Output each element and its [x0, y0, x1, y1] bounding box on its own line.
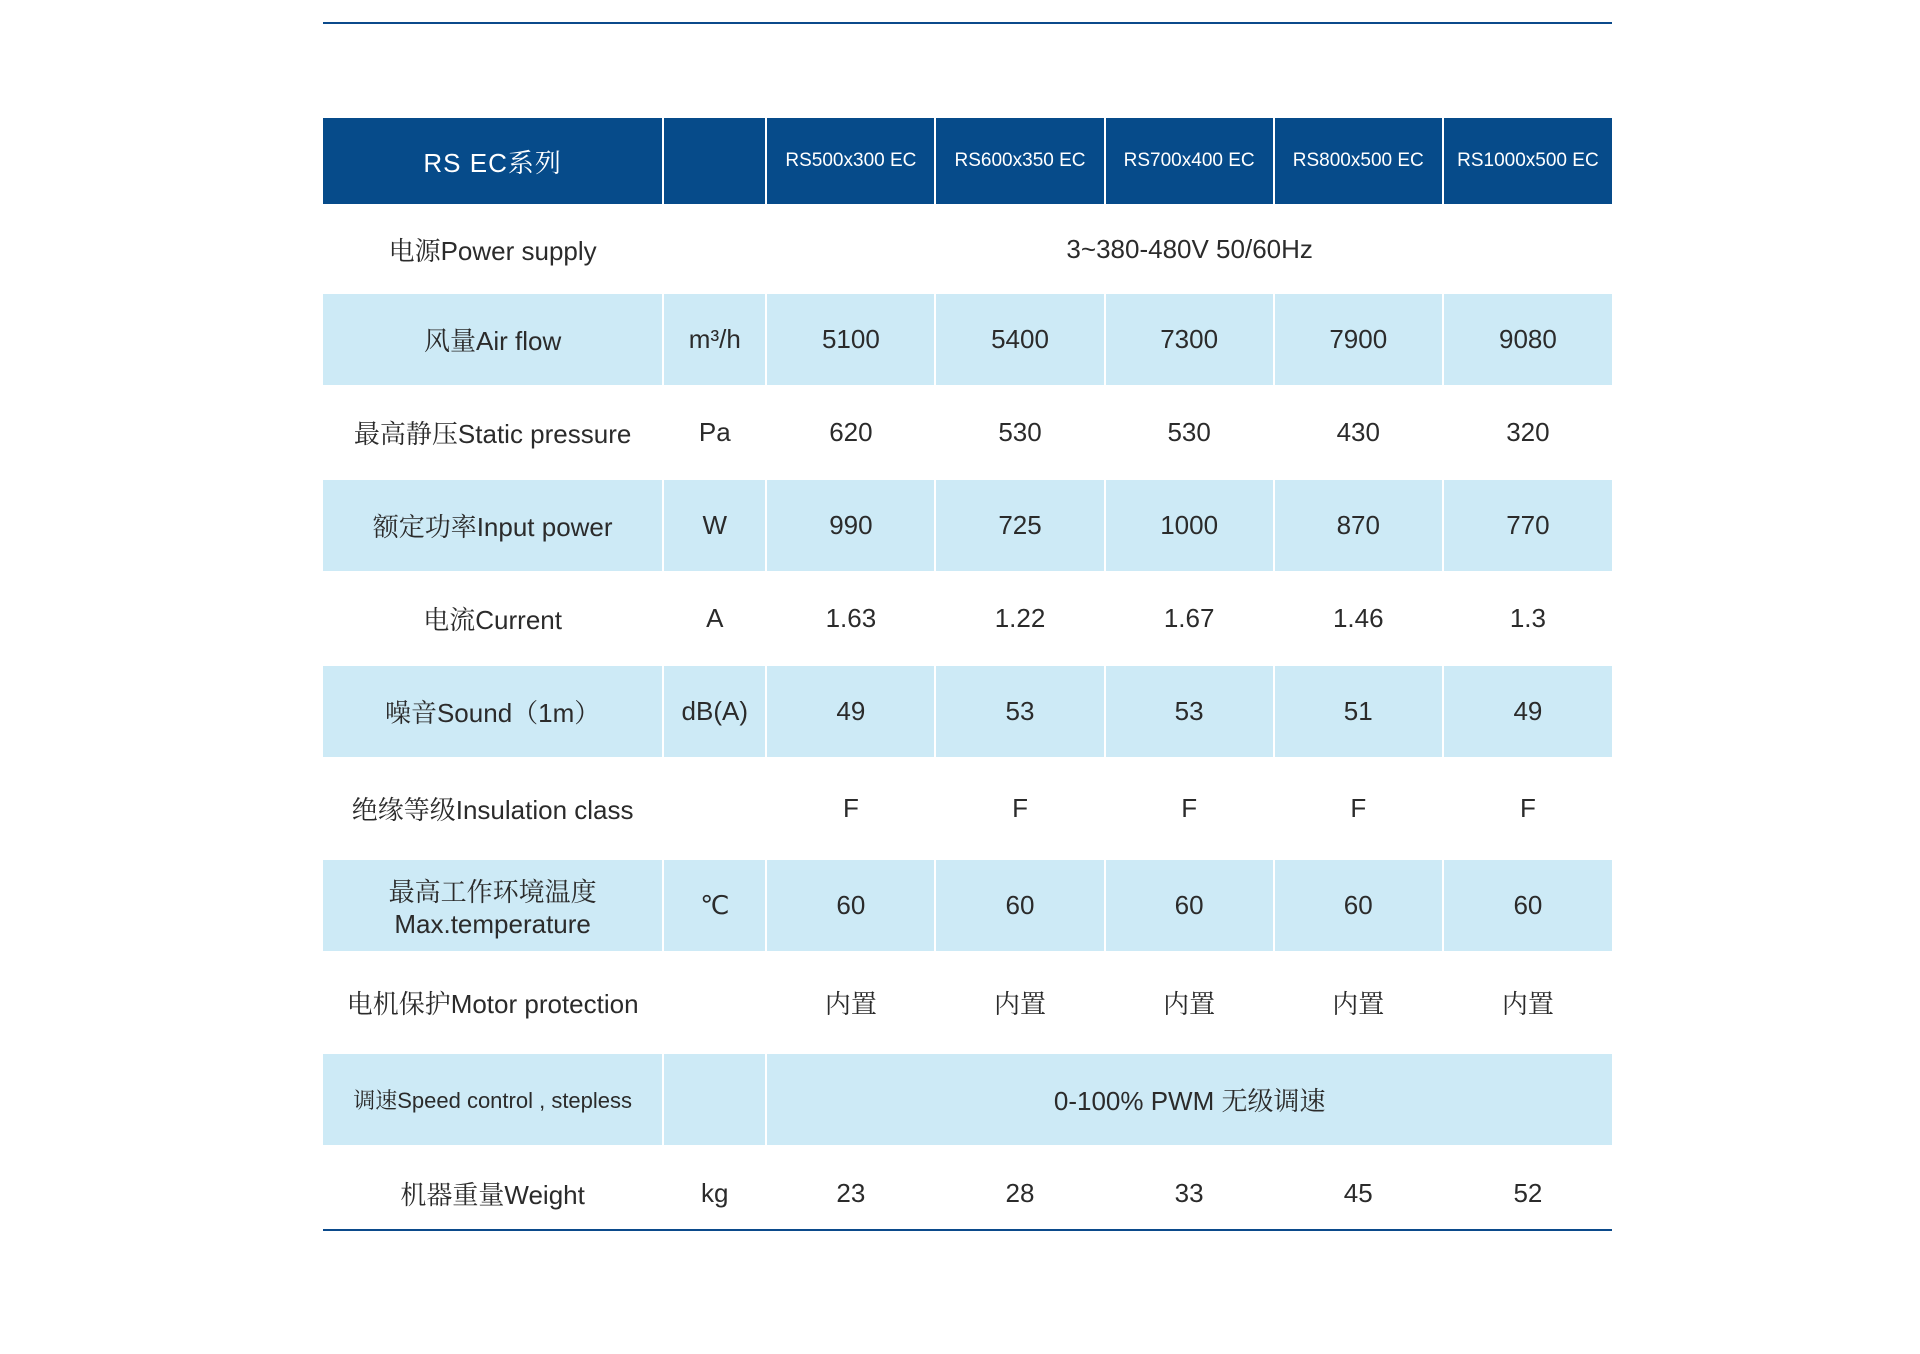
cell-value: 530 — [1105, 386, 1274, 479]
cell-value: 53 — [935, 665, 1104, 758]
cell-value: 60 — [1105, 859, 1274, 952]
row-label: 噪音Sound（1m） — [323, 665, 663, 758]
row-motor-protection — [323, 952, 1612, 1053]
row-label-line: Max.temperature — [394, 908, 591, 939]
cell-value: 990 — [766, 479, 935, 572]
row-air-flow — [323, 293, 1612, 386]
row-sound — [323, 665, 1612, 758]
cell-value: F — [935, 758, 1104, 859]
cell-value: 49 — [1443, 665, 1612, 758]
cell-value: 5100 — [766, 293, 935, 386]
row-weight — [323, 1146, 1612, 1239]
cell-value: 60 — [766, 859, 935, 952]
row-label: 电机保护Motor protection — [323, 952, 663, 1053]
cell-value: 1.63 — [766, 572, 935, 665]
row-insulation-class — [323, 758, 1612, 859]
cell-value: 7900 — [1274, 293, 1443, 386]
row-label: 电源Power supply — [323, 205, 663, 293]
cell-value: 内置 — [1105, 952, 1274, 1053]
cell-value: 23 — [766, 1146, 935, 1239]
cell-value: 49 — [766, 665, 935, 758]
model-header: RS600x350 EC — [935, 118, 1104, 205]
cell-value: 5400 — [935, 293, 1104, 386]
row-unit — [663, 1053, 766, 1146]
power-supply-value: 3~380-480V 50/60Hz — [766, 205, 1612, 293]
cell-value: 52 — [1443, 1146, 1612, 1239]
speed-control-value: 0-100% PWM 无级调速 — [766, 1053, 1612, 1146]
row-static-pressure — [323, 386, 1612, 479]
series-header: RS EC系列 — [323, 118, 663, 205]
row-unit: ℃ — [663, 859, 766, 952]
row-label-line: 最高工作环境温度 — [388, 876, 597, 907]
cell-value: 7300 — [1105, 293, 1274, 386]
row-unit: m³/h — [663, 293, 766, 386]
cell-value: 1.46 — [1274, 572, 1443, 665]
cell-value: F — [1443, 758, 1612, 859]
row-unit — [663, 758, 766, 859]
row-unit: dB(A) — [663, 665, 766, 758]
cell-value: 770 — [1443, 479, 1612, 572]
row-label: 风量Air flow — [323, 293, 663, 386]
cell-value: 60 — [935, 859, 1104, 952]
row-unit: kg — [663, 1146, 766, 1239]
cell-value: 33 — [1105, 1146, 1274, 1239]
row-current — [323, 572, 1612, 665]
row-input-power — [323, 479, 1612, 572]
cell-value: 1.67 — [1105, 572, 1274, 665]
cell-value: 870 — [1274, 479, 1443, 572]
row-label: 机器重量Weight — [323, 1146, 663, 1239]
header-row — [323, 118, 1612, 205]
row-max-temperature — [323, 859, 1612, 952]
row-label: 调速Speed control , stepless — [323, 1053, 663, 1146]
cell-value: 45 — [1274, 1146, 1443, 1239]
row-speed-control — [323, 1053, 1612, 1146]
cell-value: 内置 — [1274, 952, 1443, 1053]
cell-value: F — [1105, 758, 1274, 859]
model-header: RS1000x500 EC — [1443, 118, 1612, 205]
cell-value: 9080 — [1443, 293, 1612, 386]
top-rule — [323, 22, 1612, 24]
cell-value: 620 — [766, 386, 935, 479]
model-header: RS700x400 EC — [1105, 118, 1274, 205]
cell-value: 60 — [1274, 859, 1443, 952]
row-label: 最高静压Static pressure — [323, 386, 663, 479]
cell-value: 1000 — [1105, 479, 1274, 572]
cell-value: F — [1274, 758, 1443, 859]
row-power-supply — [323, 205, 1612, 293]
cell-value: 430 — [1274, 386, 1443, 479]
cell-value: 内置 — [766, 952, 935, 1053]
cell-value: 530 — [935, 386, 1104, 479]
cell-value: 725 — [935, 479, 1104, 572]
row-label: 电流Current — [323, 572, 663, 665]
row-label: 绝缘等级Insulation class — [323, 758, 663, 859]
cell-value: 60 — [1443, 859, 1612, 952]
model-header: RS500x300 EC — [766, 118, 935, 205]
unit-header — [663, 118, 766, 205]
cell-value: 320 — [1443, 386, 1612, 479]
row-unit — [663, 952, 766, 1053]
bottom-rule — [323, 1229, 1612, 1231]
row-unit — [663, 205, 766, 293]
row-unit: W — [663, 479, 766, 572]
cell-value: 内置 — [935, 952, 1104, 1053]
cell-value: 53 — [1105, 665, 1274, 758]
cell-value: 1.3 — [1443, 572, 1612, 665]
cell-value: 内置 — [1443, 952, 1612, 1053]
row-label — [323, 859, 663, 952]
cell-value: 51 — [1274, 665, 1443, 758]
row-unit: A — [663, 572, 766, 665]
spec-table — [323, 118, 1612, 1239]
cell-value: 28 — [935, 1146, 1104, 1239]
cell-value: 1.22 — [935, 572, 1104, 665]
model-header: RS800x500 EC — [1274, 118, 1443, 205]
cell-value: F — [766, 758, 935, 859]
row-label: 额定功率Input power — [323, 479, 663, 572]
row-unit: Pa — [663, 386, 766, 479]
